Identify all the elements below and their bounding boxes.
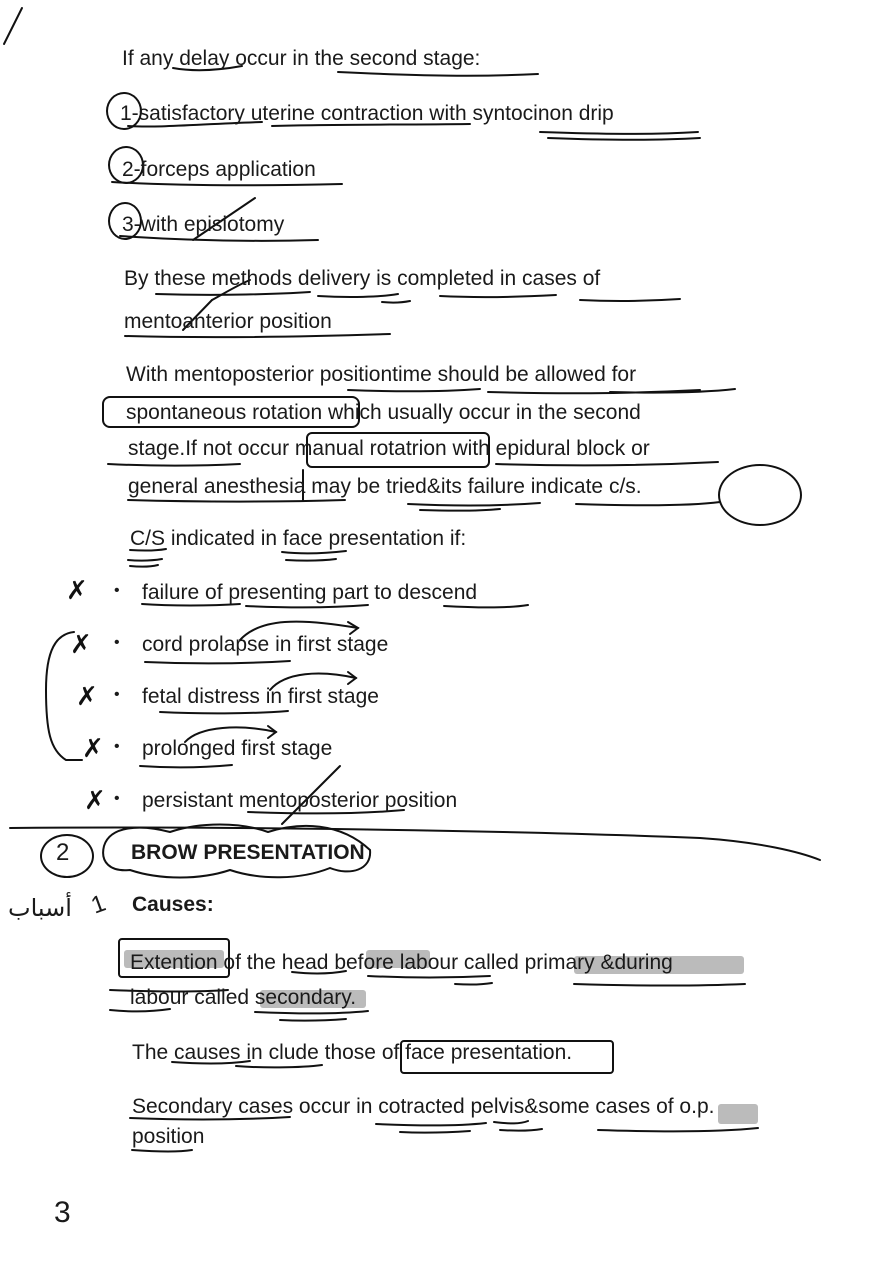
secondary-line-1: Secondary cases occur in cotracted pelvis&some cases of o.p. (132, 1095, 715, 1118)
indication-1-mark: ✗ (66, 576, 88, 606)
brow-title: BROW PRESENTATION (131, 841, 365, 864)
indication-5-bullet: • (114, 790, 120, 807)
step-3-text: 3-with episiotomy (122, 213, 285, 236)
ext-line-1: Extention of the head before labour called primary &during (130, 951, 673, 974)
causes-number: 1 (87, 889, 110, 920)
cs-heading: C/S indicated in face presentation if: (130, 527, 467, 550)
indication-4-mark: ✗ (82, 734, 104, 764)
cs-circle (718, 464, 802, 526)
section-number: 2 (56, 839, 70, 866)
indication-3-text: fetal distress in first stage (142, 685, 379, 708)
indication-1-bullet: • (114, 582, 120, 599)
indication-2-bullet: • (114, 634, 120, 651)
indication-2-mark: ✗ (70, 630, 92, 660)
completed-line-1: By these methods delivery is completed in cases of (124, 267, 601, 290)
include-line: The causes in clude those of face presentation. (132, 1041, 573, 1064)
step-1-text: 1-satisfactory uterine contraction with syntocinon drip (120, 102, 614, 125)
indication-5-text: persistant mentoposterior position (142, 789, 458, 812)
page-number: 3 (54, 1196, 71, 1229)
indication-4-text: prolonged first stage (142, 737, 333, 760)
mp-line-1: With mentoposterior positiontime should be allowed for (126, 363, 637, 386)
mp-line-4: general anesthesia may be tried&its failure indicate c/s. (128, 475, 642, 498)
indication-5-mark: ✗ (84, 786, 106, 816)
op-highlight (718, 1104, 758, 1124)
secondary-line-2: position (132, 1125, 205, 1148)
margin-note: أسباب (8, 894, 72, 922)
ext-line-2: labour called secondary. (130, 986, 357, 1009)
indication-4-bullet: • (114, 738, 120, 755)
mp-line-3: stage.If not occur manual rotatrion with epidural block or (128, 437, 650, 460)
step-2-text: 2-forceps application (122, 158, 316, 181)
indication-3-mark: ✗ (76, 682, 98, 712)
indication-2-text: cord prolapse in first stage (142, 633, 389, 656)
causes-label: Causes: (132, 893, 214, 916)
completed-line-2: mentoanterior position (124, 310, 332, 333)
delay-heading: If any delay occur in the second stage: (122, 47, 481, 70)
indication-3-bullet: • (114, 686, 120, 703)
mp-line-2: spontaneous rotation which usually occur in the second (126, 401, 641, 424)
indication-1-text: failure of presenting part to descend (142, 581, 478, 604)
